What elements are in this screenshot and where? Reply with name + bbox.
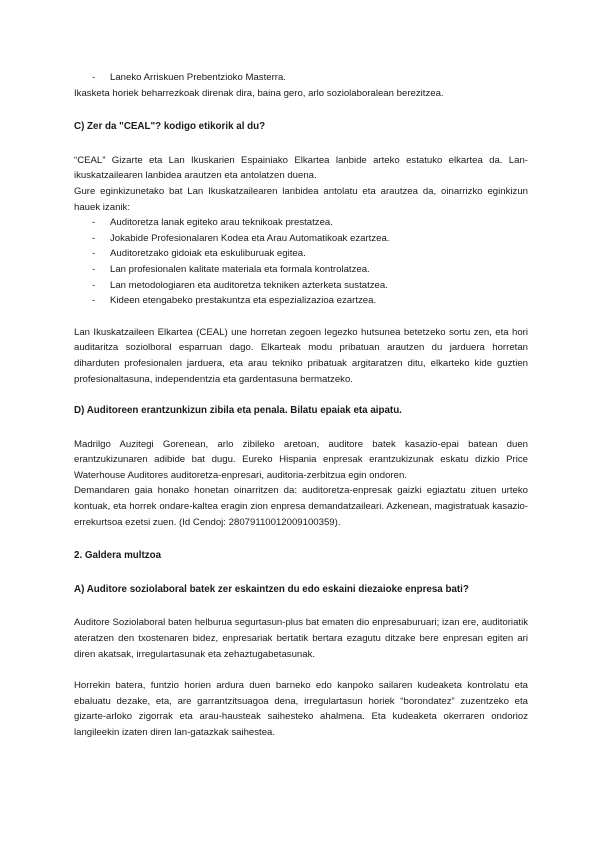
list-item — [74, 70, 528, 86]
bullet-dash: - — [92, 72, 96, 83]
section-c-heading: C) Zer da "CEAL"? kodigo etikorik al du? — [74, 121, 266, 133]
bullet-dash: - — [92, 232, 96, 244]
list-item-text: Jokabide Profesionalaren Kodea eta Arau Automatikoak ezartzea. — [110, 232, 390, 244]
list-item-text: Lan metodologiaren eta auditoretza tekniken azterketa sustatzea. — [110, 279, 388, 291]
document-page — [74, 70, 528, 741]
section-2-heading: 2. Galdera multzoa — [74, 550, 162, 562]
list-item-text: Lan profesionalen kalitate materiala eta formala kontrolatzea. — [110, 263, 370, 275]
list-item — [74, 231, 528, 247]
list-item-text: Laneko Arriskuen Prebentzioko Masterra. — [110, 72, 286, 83]
list-item — [74, 278, 528, 294]
bullet-dash: - — [92, 279, 96, 291]
section-c-paragraph-1: “CEAL” Gizarte eta Lan Ikuskarien Espainiako Elkartea lanbide arteko estatuko elkartea da. Lan-ikuskatzailearen lanbidea arautzen eta antolatzen duena. — [74, 154, 528, 182]
list-item-text: Auditoretza lanak egiteko arau teknikoak prestatzea. — [110, 217, 333, 229]
intro-list — [74, 70, 528, 86]
bullet-dash: - — [92, 263, 96, 275]
section-a-heading: A) Auditore soziolaboral batek zer eskaintzen du edo eskaini diezaioke enpresa bati? — [74, 583, 469, 595]
bullet-dash: - — [92, 217, 96, 229]
list-item-text: Auditoretzako gidoiak eta eskuliburuak egitea. — [110, 248, 306, 260]
list-item — [74, 215, 528, 231]
section-d-heading: D) Auditoreen erantzunkizun zibila eta penala. Bilatu epaiak eta aipatu. — [74, 405, 402, 417]
intro-note: Ikasketa horiek beharrezkoak direnak dira, baina gero, arlo soziolaboralean berezitzea. — [74, 87, 444, 99]
bullet-dash: - — [92, 248, 96, 260]
section-c-list — [74, 215, 528, 309]
list-item — [74, 246, 528, 262]
section-d-paragraph-1: Madrilgo Auzitegi Gorenean, arlo zibileko aretoan, auditore batek kasazio-epai batean duen erantzukizunaren adibide bat dugu. Eureko Hispania enpresak erantzukizunak eskatu dizkio Price Waterhouse Auditores auditoretza-enpresari, auditoria-zerbitzua egin ondoren. — [74, 438, 528, 481]
bullet-dash: - — [92, 295, 96, 307]
section-c-paragraph-3: Lan Ikuskatzaileen Elkartea (CEAL) une horretan zegoen legezko hutsunea betetzeko sortu zen, eta hori auditaritza soziolboral esparruan dago. Elkarteak modu pribatuan arautzen du jarduera horretan diharduten profesionalen jarduera, eta arau tekniko pribatuak argitaratzen ditu, elkarteko kide guztien profesionaltasuna, independentzia eta gardentasuna bermatzeko. — [74, 326, 528, 385]
section-c-paragraph-2: Gure eginkizunetako bat Lan Ikuskatzailearen lanbidea antolatu eta arautzea da, oinarrizko eginkizun hauek izanik: — [74, 185, 528, 213]
section-d-paragraph-2: Demandaren gaia honako honetan oinarritzen da: auditoretza-enpresak gaizki egiaztatu zituen urteko kontuak, eta horrek ondare-kaltea eragin zion enpresa demandatzaileari. Azkenean, magistratuak kasazio-errekurtsoa ezetsi zuen. (Id Cendoj: 28079110012009100359). — [74, 485, 528, 528]
section-a-paragraph-1: Auditore Soziolaboral baten helburua segurtasun-plus bat ematen dio enpresaburuari; izan ere, auditoriatik ateratzen den txostenaren bidez, enpresariak bertatik bertara ezagutu ditzake bere enpresan egiten ari diren akatsak, irregulartasunak eta zehaztugabetasunak. — [74, 617, 528, 660]
list-item-text: Kideen etengabeko prestakuntza eta espezializazioa ezartzea. — [110, 295, 377, 307]
list-item — [74, 262, 528, 278]
list-item — [74, 293, 528, 309]
section-a-paragraph-2: Horrekin batera, funtzio horien ardura duen barneko edo kanpoko sailaren kudeaketa kontrolatu eta ebaluatu dezake, eta, are garrantzitsuagoa dena, irregulartasun horiek “borondatez” zuzentzeko eta gizarte-arloko zigorrak eta arau-hausteak saihesteko ahalmena. Eta kudeaketa okerraren ondorioz langileekin izaten diren lan-gatazkak saihestea. — [74, 680, 528, 738]
